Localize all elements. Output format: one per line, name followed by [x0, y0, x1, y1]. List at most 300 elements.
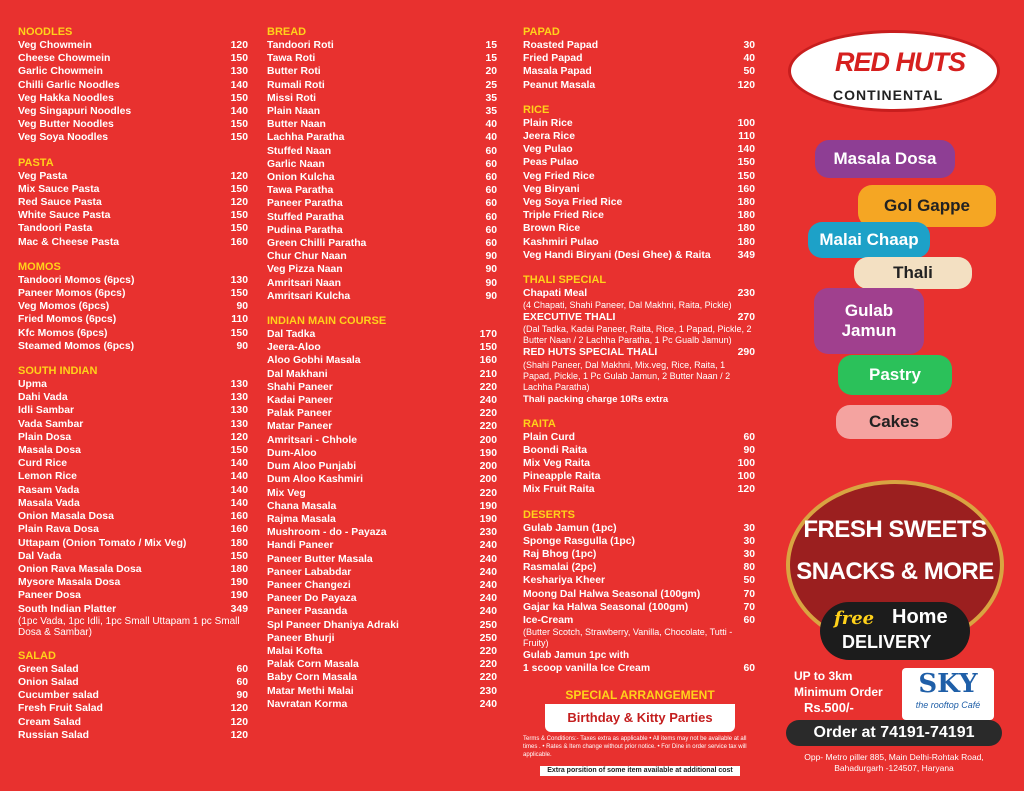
- item-name: Chilli Garlic Noodles: [18, 79, 120, 91]
- item-name: Veg Singapuri Noodles: [18, 106, 132, 118]
- item-price: 110: [738, 131, 755, 143]
- menu-row: [267, 434, 497, 447]
- item-price: 290: [737, 347, 755, 359]
- section-title: RICE: [523, 103, 550, 116]
- item-name: Paneer Pasanda: [267, 606, 348, 618]
- item-name: Paneer Momos (6pcs): [18, 288, 126, 300]
- sky-subtitle: the rooftop Café: [915, 700, 981, 710]
- item-name: Aloo Gobhi Masala: [267, 355, 361, 367]
- menu-row: [18, 222, 248, 235]
- item-name: Mushroom - do - Payaza: [267, 527, 387, 539]
- item-name: Masala Vada: [18, 497, 80, 509]
- section-indian-main-course: [267, 315, 497, 711]
- item-name: Chapati Meal: [523, 288, 588, 300]
- menu-row: [267, 105, 497, 118]
- item-name: Veg Hakka Noodles: [18, 92, 114, 104]
- item-price: 250: [479, 619, 497, 631]
- item-price: 35: [485, 106, 497, 118]
- menu-row: [523, 39, 755, 52]
- menu-row: [523, 457, 755, 470]
- menu-row: [523, 156, 755, 169]
- item-name: Tawa Paratha: [267, 185, 334, 197]
- item-price: 220: [479, 421, 497, 433]
- menu-row: [523, 535, 755, 548]
- menu-row: [523, 614, 755, 627]
- menu-row: [18, 497, 248, 510]
- bubble-gol-gappe: Gol Gappe: [858, 185, 996, 227]
- item-price: 90: [485, 290, 497, 302]
- section-title: INDIAN MAIN COURSE: [267, 315, 387, 328]
- item-name: Kadai Paneer: [267, 395, 333, 407]
- menu-row: [267, 473, 497, 486]
- menu-row: [18, 79, 248, 92]
- item-price: 150: [230, 53, 248, 65]
- item-price: 160: [737, 183, 755, 195]
- item-price: 200: [479, 461, 497, 473]
- item-name: Raj Bhog (1pc): [523, 549, 597, 561]
- item-price: 60: [743, 615, 755, 627]
- item-price: 110: [231, 314, 248, 326]
- item-price: 150: [230, 550, 248, 562]
- item-price: 90: [485, 251, 497, 263]
- item-price: 30: [743, 522, 755, 534]
- section-title: PAPAD: [523, 26, 560, 38]
- badge-line-1: FRESH SWEETS: [803, 516, 987, 543]
- menu-row: [267, 79, 497, 92]
- item-price: 270: [737, 312, 755, 324]
- item-name: Onion Kulcha: [267, 172, 335, 184]
- item-name: Paneer Butter Masala: [267, 553, 373, 565]
- menu-row: [18, 300, 248, 313]
- menu-row: [267, 420, 497, 433]
- item-name: Dum Aloo Punjabi: [267, 461, 357, 473]
- menu-row: [523, 444, 755, 457]
- menu-row: [18, 65, 248, 78]
- menu-row: [18, 327, 248, 340]
- item-price: 240: [479, 593, 497, 605]
- menu-row: [18, 663, 248, 676]
- item-price: 100: [737, 471, 755, 483]
- item-price: 180: [230, 563, 248, 575]
- item-name: Kashmiri Pulao: [523, 236, 599, 248]
- item-price: 40: [485, 119, 497, 131]
- menu-row: [523, 79, 755, 92]
- item-name: Jeera Rice: [523, 131, 575, 143]
- bubble-gulab-jamun: Gulab Jamun: [814, 288, 924, 354]
- bubble-malai-chaap: Malai Chaap: [808, 222, 930, 258]
- menu-row: [18, 131, 248, 144]
- menu-row: [267, 698, 497, 711]
- item-price: 240: [479, 606, 497, 618]
- section-title: RAITA: [523, 417, 556, 430]
- item-name: Garlic Chowmein: [18, 66, 103, 78]
- item-name: Plain Dosa: [18, 431, 72, 443]
- menu-row: [18, 274, 248, 287]
- menu-row: [523, 65, 755, 78]
- item-price: 60: [485, 185, 497, 197]
- home-label: Home: [892, 606, 948, 628]
- item-price: 150: [737, 170, 755, 182]
- menu-row: [267, 92, 497, 105]
- item-name: Red Sauce Pasta: [18, 197, 102, 209]
- item-name: Shahi Paneer: [267, 381, 333, 393]
- item-name: Masala Papad: [523, 66, 592, 78]
- section-title: DESERTS: [523, 508, 575, 521]
- item-name: Mix Fruit Raita: [523, 484, 595, 496]
- item-name: Plain Naan: [267, 106, 321, 118]
- item-name: Amritsari Naan: [267, 277, 341, 289]
- item-price: 60: [485, 198, 497, 210]
- item-price: 20: [485, 66, 497, 78]
- section-thali: [523, 274, 755, 406]
- menu-row: [18, 391, 248, 404]
- menu-row: [267, 171, 497, 184]
- item-name: Cheese Chowmein: [18, 53, 111, 65]
- item-name: Lachha Paratha: [267, 132, 345, 144]
- menu-row: [18, 183, 248, 196]
- item-name: Malai Kofta: [267, 645, 323, 657]
- menu-row: [267, 394, 497, 407]
- section-title: SOUTH INDIAN: [18, 365, 98, 378]
- menu-row: [18, 523, 248, 536]
- item-name: Mac & Cheese Pasta: [18, 236, 120, 248]
- menu-row: [267, 39, 497, 52]
- section-deserts: [523, 509, 755, 676]
- amount-text: Rs.500/-: [804, 700, 854, 715]
- item-price: 240: [479, 579, 497, 591]
- menu-row: [18, 313, 248, 326]
- menu-row: [267, 671, 497, 684]
- item-name: Peas Pulao: [523, 157, 579, 169]
- item-name: Mix Veg Raita: [523, 458, 590, 470]
- item-price: 140: [230, 471, 248, 483]
- item-name: Dum Aloo Kashmiri: [267, 474, 364, 486]
- menu-row: [523, 483, 755, 496]
- item-name: Idli Sambar: [18, 405, 75, 417]
- item-name: Dum-Aloo: [267, 447, 317, 459]
- item-name: Cream Salad: [18, 716, 81, 728]
- item-price: 170: [479, 329, 497, 341]
- item-name: Veg Pulao: [523, 144, 573, 156]
- item-name: Fried Momos (6pcs): [18, 314, 117, 326]
- item-name: Green Salad: [18, 663, 79, 675]
- section-title: THALI SPECIAL: [523, 274, 607, 287]
- item-name: Pineapple Raita: [523, 471, 601, 483]
- item-price: 90: [485, 264, 497, 276]
- item-price: 120: [230, 703, 248, 715]
- item-price: 130: [230, 66, 248, 78]
- menu-row: [18, 470, 248, 483]
- menu-row: [18, 603, 248, 616]
- menu-column-1: [18, 26, 248, 754]
- item-name: Navratan Korma: [267, 698, 348, 710]
- item-name: Cucumber salad: [18, 690, 99, 702]
- item-name: Matar Methi Malai: [267, 685, 354, 697]
- menu-row: [523, 574, 755, 587]
- menu-row: [18, 444, 248, 457]
- menu-row: [18, 537, 248, 550]
- phone-number[interactable]: 74191-74191: [880, 724, 975, 741]
- menu-row: [523, 236, 755, 249]
- item-note: (Shahi Paneer, Dal Makhni, Mix.veg, Rice, Raita, 1 Papad, Pickle, 1 Pc Gulab Jamun, 2 Butter Naan / 2 Lachha Paratha): [523, 359, 731, 392]
- upto-text: UP to 3km: [794, 669, 853, 683]
- menu-row: [267, 277, 497, 290]
- item-name: Palak Corn Masala: [267, 659, 359, 671]
- item-price: 150: [230, 288, 248, 300]
- menu-row: [267, 605, 497, 618]
- menu-row: [523, 117, 755, 130]
- item-price: 80: [743, 562, 755, 574]
- item-price: 130: [230, 392, 248, 404]
- item-name: 1 scoop vanilla Ice Cream: [523, 663, 651, 675]
- menu-row: [267, 487, 497, 500]
- item-price: 70: [743, 601, 755, 613]
- item-name: Upma: [18, 379, 47, 391]
- menu-row: [18, 702, 248, 715]
- item-price: 30: [743, 535, 755, 547]
- menu-row: [267, 184, 497, 197]
- minimum-text: Minimum Order: [794, 685, 883, 699]
- item-name: Rasam Vada: [18, 484, 80, 496]
- item-name: Gajar ka Halwa Seasonal (100gm): [523, 601, 689, 613]
- menu-row: [18, 510, 248, 523]
- item-name: Dal Makhani: [267, 368, 328, 380]
- menu-row: [18, 236, 248, 249]
- menu-row: [267, 237, 497, 250]
- item-price: 150: [230, 445, 248, 457]
- item-name: Plain Rava Dosa: [18, 524, 99, 536]
- item-name: Paneer Dosa: [18, 590, 81, 602]
- item-name: Rumali Roti: [267, 79, 325, 91]
- item-name: Sponge Rasgulla (1pc): [523, 535, 636, 547]
- menu-row: [267, 460, 497, 473]
- menu-row: [523, 431, 755, 444]
- item-price: 120: [737, 484, 755, 496]
- section-pasta: [18, 157, 248, 249]
- menu-row: [18, 550, 248, 563]
- item-name: Stuffed Naan: [267, 145, 332, 157]
- menu-row: [18, 457, 248, 470]
- item-price: 60: [485, 224, 497, 236]
- item-price: 60: [485, 145, 497, 157]
- item-price: 70: [743, 588, 755, 600]
- item-name: Lemon Rice: [18, 471, 77, 483]
- item-price: 230: [737, 288, 755, 300]
- special-arrangement-box: [545, 688, 735, 732]
- menu-row: [523, 209, 755, 222]
- item-name: Veg Biryani: [523, 183, 580, 195]
- item-name: Butter Roti: [267, 66, 321, 78]
- menu-row: [267, 539, 497, 552]
- menu-row: [267, 500, 497, 513]
- item-price: 210: [479, 368, 497, 380]
- item-price: 160: [230, 511, 248, 523]
- menu-row: [267, 685, 497, 698]
- item-name: Onion Rava Masala Dosa: [18, 563, 142, 575]
- menu-row: [18, 563, 248, 576]
- item-name: Palak Paneer: [267, 408, 332, 420]
- item-name: Missi Roti: [267, 92, 317, 104]
- menu-row: [267, 145, 497, 158]
- menu-row: [18, 209, 248, 222]
- menu-row: [267, 118, 497, 131]
- menu-row: [267, 513, 497, 526]
- address: [780, 752, 1008, 774]
- menu-row: [523, 249, 755, 262]
- menu-row: [523, 601, 755, 614]
- item-note: (4 Chapati, Shahi Paneer, Dal Makhni, Raita, Pickle): [523, 300, 732, 311]
- order-label: Order at: [813, 724, 881, 741]
- bubble-cakes: Cakes: [836, 405, 952, 439]
- item-price: 120: [230, 431, 248, 443]
- menu-row: [18, 92, 248, 105]
- home-delivery-badge: [820, 602, 970, 660]
- item-name: Mix Veg: [267, 487, 306, 499]
- item-name: White Sauce Pasta: [18, 210, 111, 222]
- item-price: 60: [236, 663, 248, 675]
- item-price: 140: [737, 144, 755, 156]
- section-bread: [267, 26, 497, 303]
- item-price: 60: [485, 158, 497, 170]
- item-price: 120: [230, 40, 248, 51]
- item-price: 240: [479, 395, 497, 407]
- item-name: Uttapam (Onion Tomato / Mix Veg): [18, 537, 187, 549]
- item-name: Paneer Changezi: [267, 579, 351, 591]
- address-line-2: Bahadurgarh -124507, Haryana: [834, 763, 954, 773]
- item-name: Veg Handi Biryani (Desi Ghee) & Raita: [523, 249, 711, 261]
- item-price: 30: [743, 40, 755, 51]
- item-price: 60: [485, 238, 497, 250]
- menu-row: [18, 589, 248, 602]
- item-name: Dal Vada: [18, 550, 62, 562]
- menu-row: [267, 381, 497, 394]
- menu-row: [523, 170, 755, 183]
- item-name: Russian Salad: [18, 729, 90, 741]
- menu-row: [523, 346, 755, 359]
- item-name: Jeera-Aloo: [267, 342, 321, 354]
- item-name: Spl Paneer Dhaniya Adraki: [267, 619, 399, 631]
- item-name: Chana Masala: [267, 500, 337, 512]
- item-name: Brown Rice: [523, 223, 581, 235]
- item-name: Matar Paneer: [267, 421, 333, 433]
- menu-row: [18, 404, 248, 417]
- item-name: Baby Corn Masala: [267, 672, 358, 684]
- item-price: 90: [236, 340, 248, 352]
- section-papad: [523, 26, 755, 92]
- icecream-note: (Butter Scotch, Strawberry, Vanilla, Chocolate, Tutti - Fruity): [523, 627, 733, 649]
- terms-text: Terms & Conditions:- Taxes extra as applicable • All items may not be available at all times . • Rates & Item change without prior notice. • For Dine in order service tax will applicable.: [523, 736, 747, 758]
- item-price: 60: [743, 431, 755, 443]
- item-name: Tandoori Momos (6pcs): [18, 274, 135, 286]
- item-price: 180: [230, 537, 248, 549]
- menu-row: [18, 576, 248, 589]
- packing-note: Thali packing charge 10Rs extra: [523, 393, 669, 405]
- item-name: Amritsari - Chhole: [267, 434, 358, 446]
- item-price: 190: [479, 447, 497, 459]
- item-price: 220: [479, 408, 497, 420]
- item-name: RED HUTS SPECIAL THALI: [523, 347, 658, 359]
- item-name: Pudina Paratha: [267, 224, 343, 236]
- menu-row: [267, 263, 497, 276]
- item-price: 220: [479, 659, 497, 671]
- menu-row: [523, 522, 755, 535]
- section-momos: [18, 261, 248, 353]
- item-price: 15: [485, 40, 497, 51]
- menu-row: [18, 287, 248, 300]
- item-name: Curd Rice: [18, 458, 68, 470]
- menu-column-3: [523, 26, 755, 688]
- item-price: 90: [236, 301, 248, 313]
- item-name: Plain Curd: [523, 431, 575, 443]
- item-price: 150: [479, 342, 497, 354]
- item-price: 100: [737, 458, 755, 470]
- item-price: 150: [230, 132, 248, 144]
- bubble-pastry: Pastry: [838, 355, 952, 395]
- item-name: Veg Pasta: [18, 170, 68, 182]
- item-price: 200: [479, 474, 497, 486]
- item-name: Mysore Masala Dosa: [18, 577, 121, 589]
- item-price: 240: [479, 698, 497, 710]
- item-price: 130: [230, 379, 248, 391]
- item-name: Garlic Naan: [267, 158, 325, 170]
- item-name: Butter Naan: [267, 119, 326, 131]
- item-price: 150: [230, 223, 248, 235]
- item-name: Plain Rice: [523, 117, 573, 129]
- menu-row: [18, 689, 248, 702]
- item-price: 40: [743, 53, 755, 65]
- item-price: 50: [743, 66, 755, 78]
- item-name: Steamed Momos (6pcs): [18, 340, 135, 352]
- item-name: Veg Momos (6pcs): [18, 301, 110, 313]
- menu-column-2: [267, 26, 497, 723]
- item-price: 150: [230, 327, 248, 339]
- special-arrangement-label: SPECIAL ARRANGEMENT: [545, 686, 735, 704]
- menu-row: [18, 431, 248, 444]
- menu-row: [18, 484, 248, 497]
- menu-row: [18, 729, 248, 742]
- item-price: 60: [743, 663, 755, 675]
- menu-row: [267, 197, 497, 210]
- item-name: EXECUTIVE THALI: [523, 312, 616, 324]
- item-price: 50: [743, 575, 755, 587]
- item-price: 190: [479, 513, 497, 525]
- item-name: Veg Soya Noodles: [18, 132, 109, 144]
- item-name: Rasmalai (2pc): [523, 562, 597, 574]
- menu-row: [18, 170, 248, 183]
- item-name: Veg Pizza Naan: [267, 264, 343, 276]
- section-noodles: [18, 26, 248, 145]
- item-price: 160: [230, 524, 248, 536]
- badge-line-2: SNACKS & MORE: [796, 558, 994, 585]
- menu-row: [267, 250, 497, 263]
- section-note: (1pc Vada, 1pc Idli, 1pc Small Uttapam 1 pc Small Dosa & Sambar): [18, 615, 240, 638]
- item-price: 150: [737, 157, 755, 169]
- menu-row: [267, 52, 497, 65]
- item-price: 100: [737, 117, 755, 129]
- menu-row: [267, 131, 497, 144]
- free-label: free: [834, 608, 875, 629]
- order-phone-bar[interactable]: [786, 720, 1002, 746]
- item-price: 25: [485, 79, 497, 91]
- item-name: Amritsari Kulcha: [267, 290, 351, 302]
- menu-row: [523, 183, 755, 196]
- item-price: 180: [737, 197, 755, 209]
- item-price: 349: [737, 249, 755, 261]
- menu-row: [267, 354, 497, 367]
- menu-row: [267, 553, 497, 566]
- red-huts-logo: [788, 30, 1000, 112]
- item-name: Fresh Fruit Salad: [18, 703, 103, 715]
